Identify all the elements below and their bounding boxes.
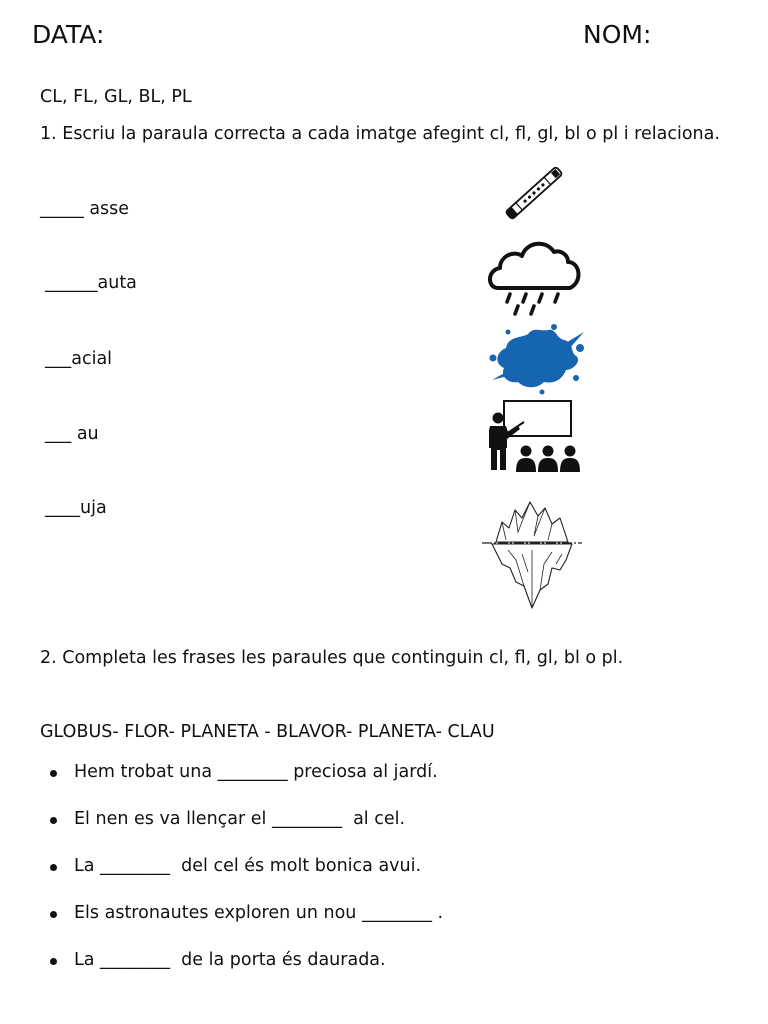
bullet-icon [50, 770, 57, 777]
word-blank-2: ______auta [45, 273, 137, 293]
bullet-icon [50, 864, 57, 871]
word-blank-1: _____ asse [40, 199, 130, 219]
ink-splash-icon [484, 320, 588, 396]
word-bank: GLOBUS- FLOR- PLANETA - BLAVOR- PLANETA- CLAU [40, 722, 495, 742]
flute-icon [498, 160, 570, 226]
word-blank-4: ___ au [45, 424, 99, 444]
date-label: DATA: [32, 20, 105, 49]
word-blank-3: ___acial [45, 349, 113, 369]
sentence-list [50, 762, 443, 997]
exercise-1-instruction: 1. Escriu la paraula correcta a cada imatge afegint cl, fl, gl, bl o pl i relaciona. [40, 124, 720, 144]
bullet-icon [50, 817, 57, 824]
sentence-item [50, 950, 443, 997]
sentence-item [50, 809, 443, 856]
bullet-icon [50, 958, 57, 965]
sentence-text: Hem trobat una ________ preciosa al jardí. [74, 762, 438, 782]
sentence-text: La ________ del cel és molt bonica avui. [74, 856, 422, 876]
rain-cloud-icon [484, 236, 584, 318]
topic-heading: CL, FL, GL, BL, PL [40, 87, 192, 107]
iceberg-icon [482, 498, 582, 612]
bullet-icon [50, 911, 57, 918]
exercise-2-instruction: 2. Completa les frases les paraules que continguin cl, fl, gl, bl o pl. [40, 648, 624, 668]
word-blank-5: ____uja [45, 498, 107, 518]
sentence-text: Els astronautes exploren un nou ________ . [74, 903, 444, 923]
name-label: NOM: [583, 20, 652, 49]
sentence-text: El nen es va llençar el ________ al cel. [74, 809, 406, 829]
sentence-item [50, 856, 443, 903]
sentence-item [50, 903, 443, 950]
sentence-item [50, 762, 443, 809]
classroom-teacher-icon [486, 398, 582, 474]
sentence-text: La ________ de la porta és daurada. [74, 950, 386, 970]
